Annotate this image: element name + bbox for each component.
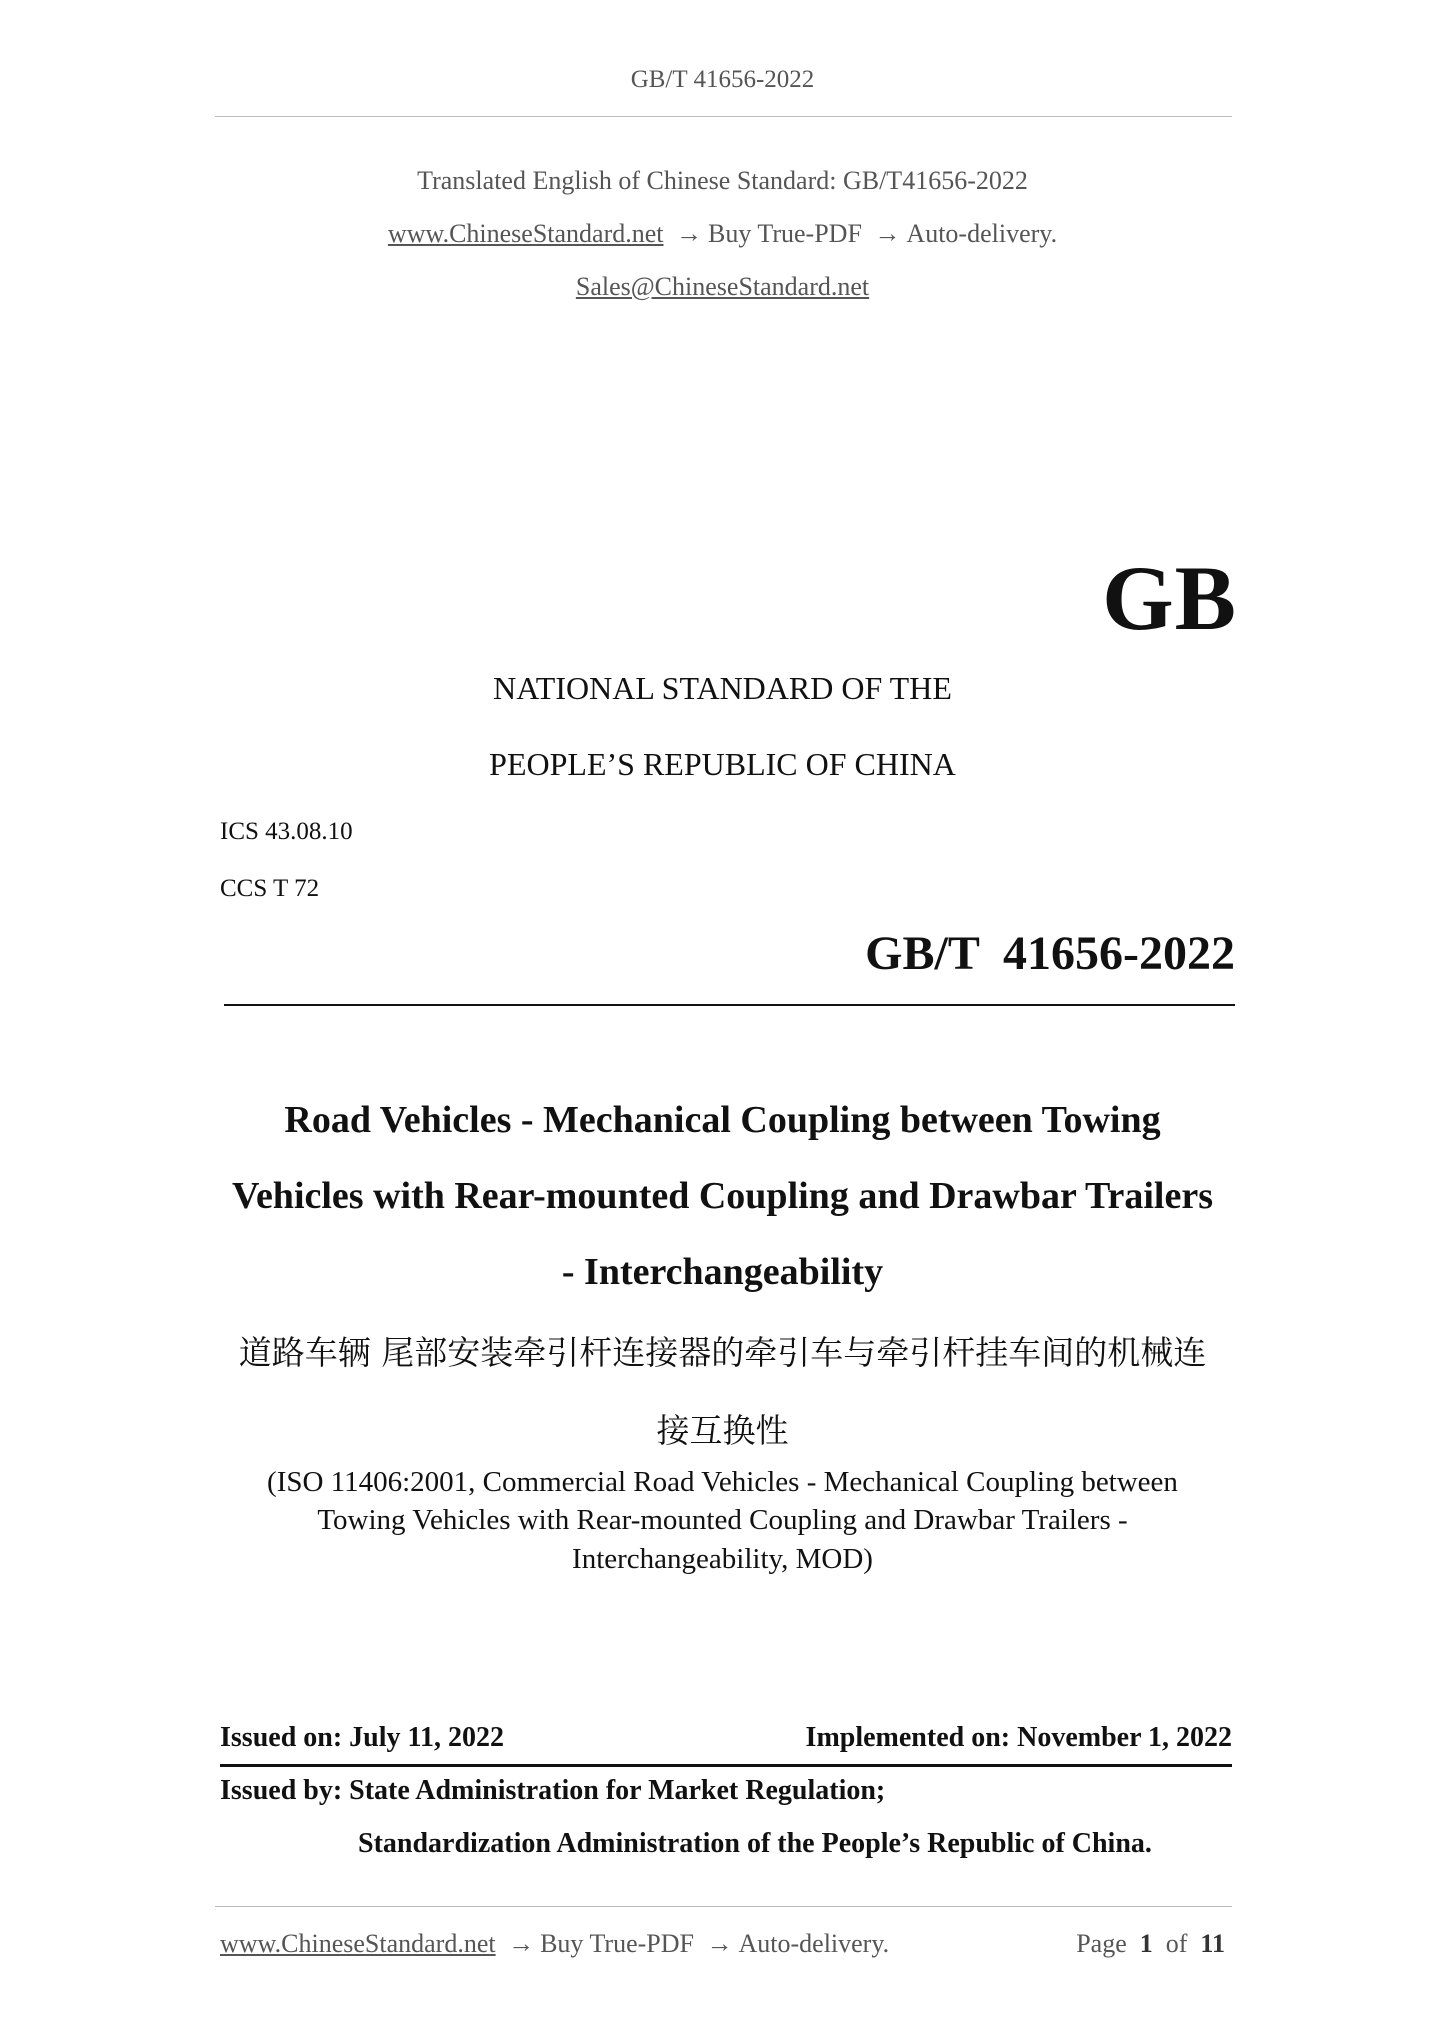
ics-code: ICS 43.08.10 <box>220 818 353 845</box>
ccs-code: CCS T 72 <box>220 875 320 902</box>
footer-divider <box>215 1906 1232 1907</box>
delivery-text: Auto-delivery. <box>906 219 1058 248</box>
header-divider <box>215 116 1232 117</box>
footer-promo <box>220 1929 889 1959</box>
running-header: GB/T 41656-2022 <box>630 66 815 93</box>
arrow-icon: → <box>706 1929 733 1958</box>
national-line-2: PEOPLE’S REPUBLIC OF CHINA <box>489 746 956 782</box>
standard-number: GB/T 41656-2022 <box>865 927 1235 980</box>
iso-line-3: Interchangeability, MOD) <box>572 1543 873 1575</box>
title-cn-line-1: 道路车辆 尾部安装牵引杆连接器的牵引车与牵引杆挂车间的机械连 <box>238 1333 1207 1372</box>
dates-divider <box>220 1764 1232 1767</box>
title-en-line-3: - Interchangeability <box>561 1251 884 1293</box>
promo-line <box>0 219 1445 249</box>
email-link[interactable]: Sales@ChineseStandard.net <box>575 272 870 301</box>
title-cn-line-2: 接互换性 <box>656 1411 789 1450</box>
number-divider <box>224 1004 1235 1006</box>
arrow-icon: → <box>676 219 703 248</box>
footer-delivery-text: Auto-delivery. <box>738 1929 890 1958</box>
iso-line-1: (ISO 11406:2001, Commercial Road Vehicles - Mechanical Coupling between <box>267 1466 1178 1498</box>
page-word: Page <box>1076 1929 1127 1958</box>
arrow-icon: → <box>874 219 901 248</box>
national-line-1: NATIONAL STANDARD OF THE <box>493 670 952 706</box>
email-row <box>0 272 1445 302</box>
iso-line-2: Towing Vehicles with Rear-mounted Coupling and Drawbar Trailers - <box>317 1504 1128 1536</box>
issued-by-line-1: Issued by: State Administration for Market Regulation; <box>220 1775 886 1806</box>
title-en-line-1: Road Vehicles - Mechanical Coupling between Towing <box>284 1099 1161 1141</box>
page-indicator <box>1076 1929 1225 1959</box>
footer-buy-text: Buy True-PDF <box>540 1929 694 1958</box>
implemented-on: Implemented on: November 1, 2022 <box>805 1722 1232 1753</box>
translated-line: Translated English of Chinese Standard: GB/T41656-2022 <box>417 166 1028 195</box>
site-link[interactable]: www.ChineseStandard.net <box>387 219 664 248</box>
page-current: 1 <box>1139 1929 1153 1958</box>
arrow-icon: → <box>508 1929 535 1958</box>
page-total: 11 <box>1200 1929 1225 1958</box>
issued-by-line-2: Standardization Administration of the People’s Republic of China. <box>358 1828 1152 1859</box>
issued-on: Issued on: July 11, 2022 <box>220 1722 504 1753</box>
gb-logo: GB <box>1102 547 1237 649</box>
title-en-line-2: Vehicles with Rear-mounted Coupling and Drawbar Trailers <box>231 1175 1213 1217</box>
footer-site-link[interactable]: www.ChineseStandard.net <box>220 1929 496 1958</box>
of-word: of <box>1165 1929 1188 1958</box>
buy-text: Buy True-PDF <box>708 219 862 248</box>
